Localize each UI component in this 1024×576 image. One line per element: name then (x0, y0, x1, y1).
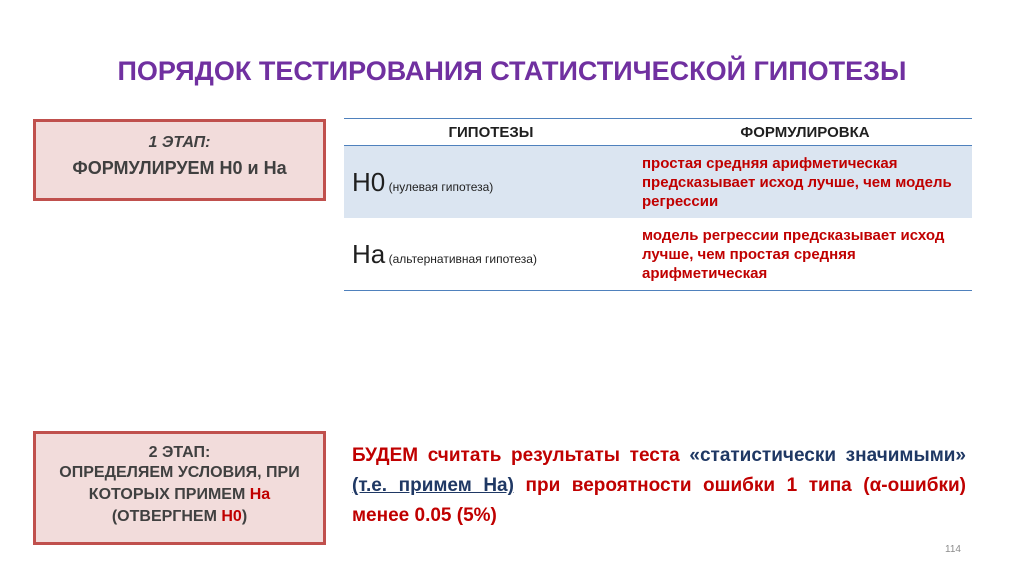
hypothesis-desc: (альтернативная гипотеза) (385, 251, 537, 266)
stage-2-ha: На (249, 486, 271, 503)
table-row (344, 218, 972, 291)
stage-2-line-3 (36, 506, 323, 528)
stage-2-label: 2 ЭТАП: (148, 444, 211, 461)
stage-1-box (33, 119, 326, 201)
table-row (344, 146, 972, 219)
stage-2-line-2 (36, 484, 323, 506)
stage-2-line-3-text: (ОТВЕРГНЕМ (111, 508, 222, 525)
header-hypotheses: ГИПОТЕЗЫ (344, 119, 638, 146)
stage-1-label: 1 ЭТАП: (148, 134, 211, 151)
stage-2-line-3-close: ) (241, 508, 248, 525)
stage-2-line-1: ОПРЕДЕЛЯЕМ УСЛОВИЯ, ПРИ (59, 464, 300, 481)
rule-part-4: (т.е. примем На) (352, 475, 514, 496)
rule-part-5: при вероятности ошибки 1 типа (α-ошибки) менее 0.05 (5%) (352, 475, 966, 526)
hypothesis-cell (344, 146, 638, 219)
hypothesis-desc: (нулевая гипотеза) (385, 179, 494, 194)
formulation-cell: простая средняя арифметическая предсказывает исход лучше, чем модель регрессии (638, 146, 972, 219)
hypotheses-table (344, 118, 972, 291)
hypothesis-code: Н0 (352, 166, 386, 197)
hypothesis-code: На (352, 238, 386, 269)
table-header-row (344, 119, 972, 146)
rule-part-1: БУДЕМ считать результаты теста (352, 445, 690, 466)
stage-1-text: ФОРМУЛИРУЕМ Н0 и На (72, 158, 287, 178)
significance-rule (352, 441, 966, 531)
stage-2-box (33, 431, 326, 545)
page-title: ПОРЯДОК ТЕСТИРОВАНИЯ СТАТИСТИЧЕСКОЙ ГИПОТЕЗЫ (117, 56, 907, 86)
hypothesis-cell (344, 218, 638, 291)
stage-2-line-2-text: КОТОРЫХ ПРИМЕМ (88, 486, 250, 503)
page-number: 114 (945, 544, 961, 555)
formulation-cell: модель регрессии предсказывает исход лучше, чем простая средняя арифметическая (638, 218, 972, 291)
header-formulation: ФОРМУЛИРОВКА (638, 119, 972, 146)
stage-2-h0: Н0 (221, 508, 242, 525)
rule-part-2: «статистически значимыми» (689, 445, 966, 466)
